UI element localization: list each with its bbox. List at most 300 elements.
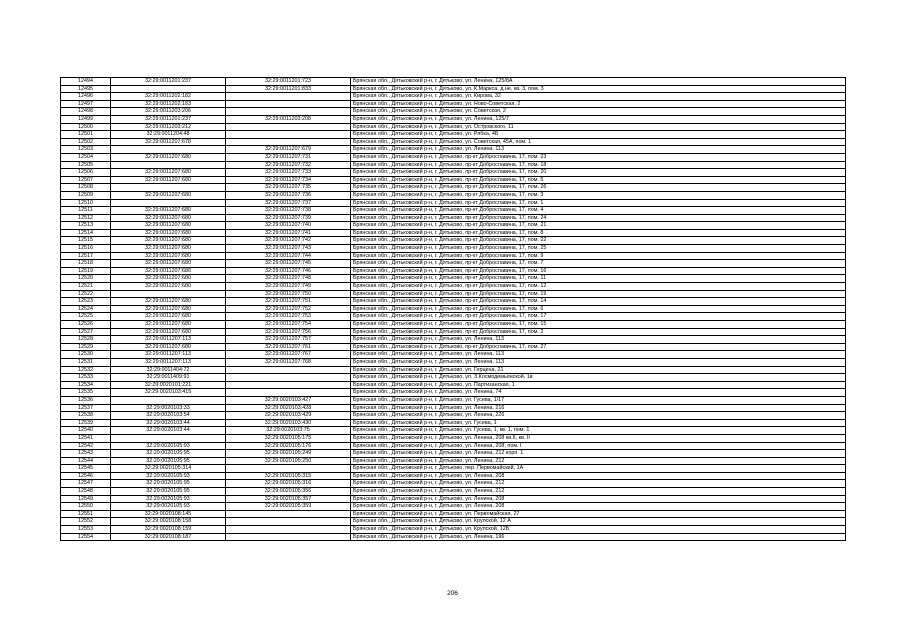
premise-cadastral-number-cell: 32:29:0020105:315 <box>226 472 351 480</box>
address-cell: Брянская обл., Дятьковский р-н, г. Дятьково, ул. Партизанская, 1 <box>351 381 846 389</box>
address-cell: Брянская обл., Дятьковский р-н, г. Дятьково, ул. Ленина, 113 <box>351 358 846 366</box>
address-cell: Брянская обл., Дятьковский р-н, г. Дятьково, пр-кт Доброславина, 17, пом. 21 <box>351 222 846 230</box>
address-cell: Брянская обл., Дятьковский р-н, г. Дятьково, ул. Ново-Советская, 2 <box>351 100 846 108</box>
premise-cadastral-number-cell <box>226 518 351 526</box>
row-number-cell: 12546 <box>61 472 111 480</box>
premise-cadastral-number-cell <box>226 510 351 518</box>
premise-cadastral-number-cell: 32:29:0011207:754 <box>226 321 351 329</box>
row-number-cell: 12511 <box>61 207 111 215</box>
object-cadastral-number-cell: 32:29:0020105:93 <box>111 503 226 511</box>
address-cell: Брянская обл., Дятьковский р-н, г. Дятьково, ул. Ленина, 226 <box>351 412 846 420</box>
object-cadastral-number-cell: 32:29:0020103:44 <box>111 419 226 427</box>
table-row <box>61 214 846 222</box>
table-row <box>61 191 846 199</box>
object-cadastral-number-cell: 32:29:0011202:183 <box>111 100 226 108</box>
object-cadastral-number-cell: 32:29:0011207:680 <box>111 222 226 230</box>
object-cadastral-number-cell: 32:29:0020101:221 <box>111 381 226 389</box>
row-number-cell: 12550 <box>61 503 111 511</box>
register-table <box>60 77 846 541</box>
address-cell: Брянская обл., Дятьковский р-н, г. Дятьково, ул. Ленина, 74 <box>351 389 846 397</box>
premise-cadastral-number-cell: 32:29:0020103:428 <box>226 404 351 412</box>
register-table-body <box>61 78 846 541</box>
row-number-cell: 12512 <box>61 214 111 222</box>
address-cell: Брянская обл., Дятьковский р-н, г. Дятьково, пр-кт Доброславина, 17, пом. 8 <box>351 229 846 237</box>
table-row <box>61 93 846 101</box>
address-cell: Брянская обл., Дятьковский р-н, г. Дятьково, пр-кт Доброславина, 17, пом. 20 <box>351 169 846 177</box>
table-row <box>61 176 846 184</box>
table-row <box>61 313 846 321</box>
premise-cadastral-number-cell <box>226 93 351 101</box>
address-cell: Брянская обл., Дятьковский р-н, г. Дятьково, ул. Ленина, 208 <box>351 472 846 480</box>
premise-cadastral-number-cell: 32:29:0020105:176 <box>226 442 351 450</box>
object-cadastral-number-cell: 32:29:0011207:680 <box>111 275 226 283</box>
table-row <box>61 434 846 442</box>
row-number-cell: 12494 <box>61 78 111 86</box>
table-row <box>61 404 846 412</box>
row-number-cell: 12514 <box>61 229 111 237</box>
row-number-cell: 12509 <box>61 191 111 199</box>
row-number-cell: 12502 <box>61 138 111 146</box>
table-row <box>61 298 846 306</box>
table-row <box>61 351 846 359</box>
object-cadastral-number-cell: 32:29:0020105:93 <box>111 495 226 503</box>
row-number-cell: 12538 <box>61 412 111 420</box>
row-number-cell: 12535 <box>61 389 111 397</box>
address-cell: Брянская обл., Дятьковский р-н, г. Дятьково, пр-кт Доброславина, 17, пом. 16 <box>351 267 846 275</box>
object-cadastral-number-cell: 32:29:0011207:680 <box>111 176 226 184</box>
table-row <box>61 229 846 237</box>
row-number-cell: 12547 <box>61 480 111 488</box>
table-row <box>61 518 846 526</box>
premise-cadastral-number-cell: 32:29:0011207:749 <box>226 283 351 291</box>
object-cadastral-number-cell <box>111 396 226 404</box>
object-cadastral-number-cell: 32:29:0011207:680 <box>111 267 226 275</box>
address-cell: Брянская обл., Дятьковский р-н, г. Дятьково, пр-кт Доброславина, 17, пом. 2 <box>351 328 846 336</box>
premise-cadastral-number-cell: 32:29:0011207:734 <box>226 176 351 184</box>
address-cell: Брянская обл., Дятьковский р-н, г. Дятьково, ул. Крупской, 12Б <box>351 526 846 534</box>
table-row <box>61 457 846 465</box>
premise-cadastral-number-cell: 32:29:0011207:744 <box>226 252 351 260</box>
object-cadastral-number-cell: 32:29:0011207:678 <box>111 138 226 146</box>
row-number-cell: 12507 <box>61 176 111 184</box>
premise-cadastral-number-cell: 32:29:0020105:359 <box>226 503 351 511</box>
row-number-cell: 12531 <box>61 358 111 366</box>
premise-cadastral-number-cell: 32:29:0011207:757 <box>226 336 351 344</box>
object-cadastral-number-cell: 32:29:0011207:680 <box>111 169 226 177</box>
premise-cadastral-number-cell: 32:29:0011207:733 <box>226 169 351 177</box>
address-cell: Брянская обл., Дятьковский р-н, г. Дятьково, пр-кт Доброславина, 17, пом. 17 <box>351 313 846 321</box>
premise-cadastral-number-cell: 32:29:0011207:752 <box>226 305 351 313</box>
premise-cadastral-number-cell: 32:29:0011201:723 <box>226 78 351 86</box>
premise-cadastral-number-cell: 32:29:0011207:679 <box>226 146 351 154</box>
table-row <box>61 161 846 169</box>
object-cadastral-number-cell: 32:29:0020105:95 <box>111 457 226 465</box>
row-number-cell: 12543 <box>61 450 111 458</box>
table-row <box>61 115 846 123</box>
row-number-cell: 12533 <box>61 374 111 382</box>
table-row <box>61 419 846 427</box>
table-row <box>61 389 846 397</box>
object-cadastral-number-cell: 32:29:0011207:680 <box>111 343 226 351</box>
row-number-cell: 12501 <box>61 131 111 139</box>
row-number-cell: 12532 <box>61 366 111 374</box>
premise-cadastral-number-cell: 32:29:0011207:746 <box>226 267 351 275</box>
table-row <box>61 275 846 283</box>
object-cadastral-number-cell: 32:29:0011203:206 <box>111 108 226 116</box>
premise-cadastral-number-cell: 32:29:0020103:75 <box>226 427 351 435</box>
premise-cadastral-number-cell: 32:29:0011207:748 <box>226 275 351 283</box>
table-row <box>61 146 846 154</box>
premise-cadastral-number-cell: 32:29:0020105:316 <box>226 480 351 488</box>
table-row <box>61 199 846 207</box>
address-cell: Брянская обл., Дятьковский р-н, г. Дятьково, пр-кт Доброславина, 17, пом. 23 <box>351 153 846 161</box>
row-number-cell: 12510 <box>61 199 111 207</box>
premise-cadastral-number-cell <box>226 138 351 146</box>
premise-cadastral-number-cell <box>226 366 351 374</box>
object-cadastral-number-cell: 32:29:0020103:415 <box>111 389 226 397</box>
premise-cadastral-number-cell: 32:29:0011207:737 <box>226 199 351 207</box>
address-cell: Брянская обл., Дятьковский р-н, г. Дятьково, пер. Первомайский, 1А <box>351 465 846 473</box>
row-number-cell: 12548 <box>61 488 111 496</box>
row-number-cell: 12527 <box>61 328 111 336</box>
object-cadastral-number-cell: 32:29:0020105:93 <box>111 472 226 480</box>
object-cadastral-number-cell: 32:29:0011207:680 <box>111 321 226 329</box>
table-row <box>61 321 846 329</box>
premise-cadastral-number-cell: 32:29:0011207:767 <box>226 351 351 359</box>
object-cadastral-number-cell: 32:29:0011207:680 <box>111 305 226 313</box>
address-cell: Брянская обл., Дятьковский р-н, г. Дятьково, ул. Ленина, 113 <box>351 146 846 154</box>
address-cell: Брянская обл., Дятьковский р-н, г. Дятьково, ул. Ленина, 125/7 <box>351 115 846 123</box>
premise-cadastral-number-cell <box>226 381 351 389</box>
object-cadastral-number-cell: 32:29:0011203:212 <box>111 123 226 131</box>
row-number-cell: 12499 <box>61 115 111 123</box>
premise-cadastral-number-cell <box>226 465 351 473</box>
object-cadastral-number-cell: 32:29:0011207:680 <box>111 207 226 215</box>
table-row <box>61 78 846 86</box>
address-cell: Брянская обл., Дятьковский р-н, г. Дятьково, ул. Ленина, 113 <box>351 336 846 344</box>
address-cell: Брянская обл., Дятьковский р-н, г. Дятьково, ул. Рябка, 4Б <box>351 131 846 139</box>
premise-cadastral-number-cell <box>226 389 351 397</box>
table-row <box>61 138 846 146</box>
object-cadastral-number-cell: 32:29:0011201:237 <box>111 115 226 123</box>
table-row <box>61 290 846 298</box>
premise-cadastral-number-cell: 32:29:0011207:753 <box>226 313 351 321</box>
row-number-cell: 12516 <box>61 245 111 253</box>
row-number-cell: 12526 <box>61 321 111 329</box>
address-cell: Брянская обл., Дятьковский р-н, г. Дятьково, ул. Первомайская, 27 <box>351 510 846 518</box>
address-cell: Брянская обл., Дятьковский р-н, г. Дятьково, ул. Ленина, 212 <box>351 457 846 465</box>
premise-cadastral-number-cell: 32:29:0011207:739 <box>226 214 351 222</box>
table-row <box>61 480 846 488</box>
address-cell: Брянская обл., Дятьковский р-н, г. Дятьково, пр-кт Доброславина, 17, пом. 15 <box>351 321 846 329</box>
row-number-cell: 12500 <box>61 123 111 131</box>
object-cadastral-number-cell: 32:29:0020103:33 <box>111 404 226 412</box>
object-cadastral-number-cell: 32:29:0020108:158 <box>111 518 226 526</box>
object-cadastral-number-cell: 32:29:0011207:680 <box>111 191 226 199</box>
object-cadastral-number-cell: 32:29:0011207:680 <box>111 313 226 321</box>
premise-cadastral-number-cell <box>226 123 351 131</box>
row-number-cell: 12517 <box>61 252 111 260</box>
row-number-cell: 12549 <box>61 495 111 503</box>
object-cadastral-number-cell: 32:29:0020105:95 <box>111 488 226 496</box>
address-cell: Брянская обл., Дятьковский р-н, г. Дятьково, пр-кт Доброславина, 17, пом. 9 <box>351 252 846 260</box>
object-cadastral-number-cell: 32:29:0011207:680 <box>111 260 226 268</box>
table-row <box>61 488 846 496</box>
table-row <box>61 305 846 313</box>
address-cell: Брянская обл., Дятьковский р-н, г. Дятьково, ул. Герцена, 21 <box>351 366 846 374</box>
table-row <box>61 131 846 139</box>
row-number-cell: 12498 <box>61 108 111 116</box>
address-cell: Брянская обл., Дятьковский р-н, г. Дятьково, пр-кт Доброславина, 17, пом. 5 <box>351 176 846 184</box>
table-row <box>61 283 846 291</box>
row-number-cell: 12530 <box>61 351 111 359</box>
address-cell: Брянская обл., Дятьковский р-н, г. Дятьково, ул. Гусева, 1, кв. 1, пом. 1 <box>351 427 846 435</box>
premise-cadastral-number-cell: 32:29:0011207:735 <box>226 184 351 192</box>
row-number-cell: 12551 <box>61 510 111 518</box>
row-number-cell: 12505 <box>61 161 111 169</box>
premise-cadastral-number-cell <box>226 533 351 541</box>
object-cadastral-number-cell <box>111 290 226 298</box>
row-number-cell: 12522 <box>61 290 111 298</box>
table-row <box>61 108 846 116</box>
row-number-cell: 12525 <box>61 313 111 321</box>
object-cadastral-number-cell: 32:29:0011409:91 <box>111 374 226 382</box>
row-number-cell: 12541 <box>61 434 111 442</box>
table-row <box>61 153 846 161</box>
row-number-cell: 12554 <box>61 533 111 541</box>
address-cell: Брянская обл., Дятьковский р-н, г. Дятьково, ул. Ленина, 212 <box>351 488 846 496</box>
row-number-cell: 12520 <box>61 275 111 283</box>
premise-cadastral-number-cell: 32:29:0020103:430 <box>226 419 351 427</box>
table-row <box>61 100 846 108</box>
row-number-cell: 12534 <box>61 381 111 389</box>
page-number: 206 <box>447 590 458 597</box>
object-cadastral-number-cell: 32:29:0011207:680 <box>111 283 226 291</box>
address-cell: Брянская обл., Дятьковский р-н, г. Дятьково, пр-кт Доброславина, 17, пом. 27 <box>351 343 846 351</box>
table-row <box>61 495 846 503</box>
premise-cadastral-number-cell: 32:29:0011207:756 <box>226 328 351 336</box>
object-cadastral-number-cell: 32:29:0011207:680 <box>111 214 226 222</box>
row-number-cell: 12503 <box>61 146 111 154</box>
object-cadastral-number-cell <box>111 146 226 154</box>
object-cadastral-number-cell <box>111 161 226 169</box>
table-row <box>61 328 846 336</box>
address-cell: Брянская обл., Дятьковский р-н, г. Дятьково, ул. Советская, 45А, пом. 1 <box>351 138 846 146</box>
table-row <box>61 123 846 131</box>
premise-cadastral-number-cell: 32:29:0020105:250 <box>226 457 351 465</box>
object-cadastral-number-cell: 32:29:0011207:680 <box>111 328 226 336</box>
object-cadastral-number-cell: 32:29:0011204:48 <box>111 131 226 139</box>
row-number-cell: 12515 <box>61 237 111 245</box>
table-row <box>61 260 846 268</box>
table-row <box>61 427 846 435</box>
table-row <box>61 533 846 541</box>
object-cadastral-number-cell: 32:29:0020108:159 <box>111 526 226 534</box>
address-cell: Брянская обл., Дятьковский р-н, г. Дятьково, ул. Ленина, 196 <box>351 533 846 541</box>
premise-cadastral-number-cell: 32:29:0011207:742 <box>226 237 351 245</box>
object-cadastral-number-cell: 32:29:0020108:145 <box>111 510 226 518</box>
premise-cadastral-number-cell: 32:29:0011207:731 <box>226 153 351 161</box>
premise-cadastral-number-cell: 32:29:0020105:175 <box>226 434 351 442</box>
table-row <box>61 207 846 215</box>
object-cadastral-number-cell: 32:29:0020105:95 <box>111 480 226 488</box>
table-row <box>61 237 846 245</box>
address-cell: Брянская обл., Дятьковский р-н, г. Дятьково, ул. Крупской, 12 А <box>351 518 846 526</box>
address-cell: Брянская обл., Дятьковский р-н, г. Дятьково, ул. Гусева, 1 <box>351 419 846 427</box>
table-row <box>61 85 846 93</box>
premise-cadastral-number-cell: 32:29:0020103:429 <box>226 412 351 420</box>
address-cell: Брянская обл., Дятьковский р-н, г. Дятьково, пр-кт Доброславина, 17, пом. 19 <box>351 290 846 298</box>
table-row <box>61 222 846 230</box>
row-number-cell: 12506 <box>61 169 111 177</box>
object-cadastral-number-cell: 32:29:0011207:680 <box>111 252 226 260</box>
premise-cadastral-number-cell: 32:29:0011207:738 <box>226 207 351 215</box>
address-cell: Брянская обл., Дятьковский р-н, г. Дятьково, пр-кт Доброславина, 17, пом. 3 <box>351 191 846 199</box>
table-row <box>61 267 846 275</box>
address-cell: Брянская обл., Дятьковский р-н, г. Дятьково, ул. Ленина, 208 кв.II, кв. II <box>351 434 846 442</box>
object-cadastral-number-cell: 32:29:0020105:314 <box>111 465 226 473</box>
object-cadastral-number-cell <box>111 85 226 93</box>
row-number-cell: 12537 <box>61 404 111 412</box>
premise-cadastral-number-cell <box>226 100 351 108</box>
row-number-cell: 12518 <box>61 260 111 268</box>
address-cell: Брянская обл., Дятьковский р-н, г. Дятьково, ул. Ленина, 212 корп. 1 <box>351 450 846 458</box>
premise-cadastral-number-cell <box>226 374 351 382</box>
premise-cadastral-number-cell: 32:29:0011207:750 <box>226 290 351 298</box>
object-cadastral-number-cell: 32:29:0011207:680 <box>111 298 226 306</box>
object-cadastral-number-cell: 32:29:0020103:44 <box>111 427 226 435</box>
table-row <box>61 396 846 404</box>
premise-cadastral-number-cell: 32:29:0020103:427 <box>226 396 351 404</box>
table-row <box>61 465 846 473</box>
object-cadastral-number-cell: 32:29:0011207:680 <box>111 237 226 245</box>
object-cadastral-number-cell: 32:29:0020105:93 <box>111 442 226 450</box>
row-number-cell: 12497 <box>61 100 111 108</box>
row-number-cell: 12540 <box>61 427 111 435</box>
address-cell: Брянская обл., Дятьковский р-н, г. Дятьково, ул. К.Маркса, д.не, кв. 3, пом. 3 <box>351 85 846 93</box>
row-number-cell: 12513 <box>61 222 111 230</box>
row-number-cell: 12508 <box>61 184 111 192</box>
address-cell: Брянская обл., Дятьковский р-н, г. Дятьково, пр-кт Доброславина, 17, пом. 25 <box>351 245 846 253</box>
table-row <box>61 343 846 351</box>
address-cell: Брянская обл., Дятьковский р-н, г. Дятьково, ул. Ленина, 208, пом. I <box>351 442 846 450</box>
premise-cadastral-number-cell <box>226 131 351 139</box>
row-number-cell: 12542 <box>61 442 111 450</box>
row-number-cell: 12545 <box>61 465 111 473</box>
address-cell: Брянская обл., Дятьковский р-н, г. Дятьково, ул. Ленина, 208 <box>351 495 846 503</box>
premise-cadastral-number-cell: 32:29:0011207:732 <box>226 161 351 169</box>
address-cell: Брянская обл., Дятьковский р-н, г. Дятьково, пр-кт Доброславина, 17, пом. 24 <box>351 214 846 222</box>
address-cell: Брянская обл., Дятьковский р-н, г. Дятьково, ул. Ленина, 208 <box>351 503 846 511</box>
object-cadastral-number-cell: 32:29:0011207:113 <box>111 351 226 359</box>
table-row <box>61 184 846 192</box>
address-cell: Брянская обл., Дятьковский р-н, г. Дятьково, пр-кт Доброславина, 17, пом. 12 <box>351 283 846 291</box>
premise-cadastral-number-cell <box>226 526 351 534</box>
address-cell: Брянская обл., Дятьковский р-н, г. Дятьково, ул. Островского, 11 <box>351 123 846 131</box>
address-cell: Брянская обл., Дятьковский р-н, г. Дятьково, пр-кт Доброславина, 17, пом. 14 <box>351 298 846 306</box>
object-cadastral-number-cell: 32:29:0011207:680 <box>111 245 226 253</box>
address-cell: Брянская обл., Дятьковский р-н, г. Дятьково, ул. Ленина, 212 <box>351 480 846 488</box>
premise-cadastral-number-cell: 32:29:0011203:208 <box>226 115 351 123</box>
table-row <box>61 245 846 253</box>
row-number-cell: 12552 <box>61 518 111 526</box>
address-cell: Брянская обл., Дятьковский р-н, г. Дятьково, пр-кт Доброславина, 17, пом. 22 <box>351 237 846 245</box>
object-cadastral-number-cell <box>111 184 226 192</box>
address-cell: Брянская обл., Дятьковский р-н, г. Дятьково, ул. Ленина, 113 <box>351 351 846 359</box>
table-row <box>61 358 846 366</box>
row-number-cell: 12504 <box>61 153 111 161</box>
table-row <box>61 412 846 420</box>
row-number-cell: 12521 <box>61 283 111 291</box>
table-row <box>61 252 846 260</box>
premise-cadastral-number-cell: 32:29:0011207:761 <box>226 343 351 351</box>
object-cadastral-number-cell: 32:29:0020108:187 <box>111 533 226 541</box>
object-cadastral-number-cell: 32:29:0011207:680 <box>111 153 226 161</box>
address-cell: Брянская обл., Дятьковский р-н, г. Дятьково, пр-кт Доброславина, 17, пом. 1 <box>351 199 846 207</box>
premise-cadastral-number-cell: 32:29:0020105:249 <box>226 450 351 458</box>
row-number-cell: 12496 <box>61 93 111 101</box>
row-number-cell: 12553 <box>61 526 111 534</box>
premise-cadastral-number-cell: 32:29:0011207:740 <box>226 222 351 230</box>
premise-cadastral-number-cell: 32:29:0011207:741 <box>226 229 351 237</box>
address-cell: Брянская обл., Дятьковский р-н, г. Дятьково, ул. Ленина, 125/8А <box>351 78 846 86</box>
table-row <box>61 503 846 511</box>
address-cell: Брянская обл., Дятьковский р-н, г. Дятьково, пр-кт Доброславина, 17, пом. 18 <box>351 161 846 169</box>
table-row <box>61 169 846 177</box>
table-row <box>61 526 846 534</box>
table-row <box>61 472 846 480</box>
row-number-cell: 12528 <box>61 336 111 344</box>
premise-cadastral-number-cell: 32:29:0011207:751 <box>226 298 351 306</box>
row-number-cell: 12495 <box>61 85 111 93</box>
address-cell: Брянская обл., Дятьковский р-н, г. Дятьково, ул. Гусева, 1/17 <box>351 396 846 404</box>
row-number-cell: 12536 <box>61 396 111 404</box>
address-cell: Брянская обл., Дятьковский р-н, г. Дятьково, пр-кт Доброславина, 17, пом. 26 <box>351 184 846 192</box>
premise-cadastral-number-cell <box>226 108 351 116</box>
row-number-cell: 12523 <box>61 298 111 306</box>
row-number-cell: 12519 <box>61 267 111 275</box>
object-cadastral-number-cell: 32:29:0020105:95 <box>111 450 226 458</box>
table-row <box>61 366 846 374</box>
table-row <box>61 510 846 518</box>
address-cell: Брянская обл., Дятьковский р-н, г. Дятьково, ул. З.Космодемьянской, 1в <box>351 374 846 382</box>
premise-cadastral-number-cell: 32:29:0020105:356 <box>226 488 351 496</box>
premise-cadastral-number-cell: 32:29:0020105:357 <box>226 495 351 503</box>
table-row <box>61 381 846 389</box>
object-cadastral-number-cell: 32:29:0011201:237 <box>111 78 226 86</box>
row-number-cell: 12539 <box>61 419 111 427</box>
table-row <box>61 442 846 450</box>
address-cell: Брянская обл., Дятьковский р-н, г. Дятьково, пр-кт Доброславина, 17, пом. 7 <box>351 260 846 268</box>
object-cadastral-number-cell: 32:29:0011404:72 <box>111 366 226 374</box>
premise-cadastral-number-cell: 32:29:0011207:736 <box>226 191 351 199</box>
object-cadastral-number-cell: 32:29:0011202:182 <box>111 93 226 101</box>
object-cadastral-number-cell <box>111 434 226 442</box>
table-row <box>61 450 846 458</box>
row-number-cell: 12524 <box>61 305 111 313</box>
premise-cadastral-number-cell: 32:29:0011201:833 <box>226 85 351 93</box>
table-row <box>61 374 846 382</box>
object-cadastral-number-cell: 32:29:0011207:113 <box>111 358 226 366</box>
object-cadastral-number-cell <box>111 199 226 207</box>
row-number-cell: 12544 <box>61 457 111 465</box>
address-cell: Брянская обл., Дятьковский р-н, г. Дятьково, ул. Ленина, 216 <box>351 404 846 412</box>
object-cadastral-number-cell: 32:29:0020103:54 <box>111 412 226 420</box>
table-row <box>61 336 846 344</box>
address-cell: Брянская обл., Дятьковский р-н, г. Дятьково, пр-кт Доброславина, 17, пом. 11 <box>351 275 846 283</box>
premise-cadastral-number-cell: 32:29:0011207:768 <box>226 358 351 366</box>
object-cadastral-number-cell: 32:29:0011207:680 <box>111 229 226 237</box>
